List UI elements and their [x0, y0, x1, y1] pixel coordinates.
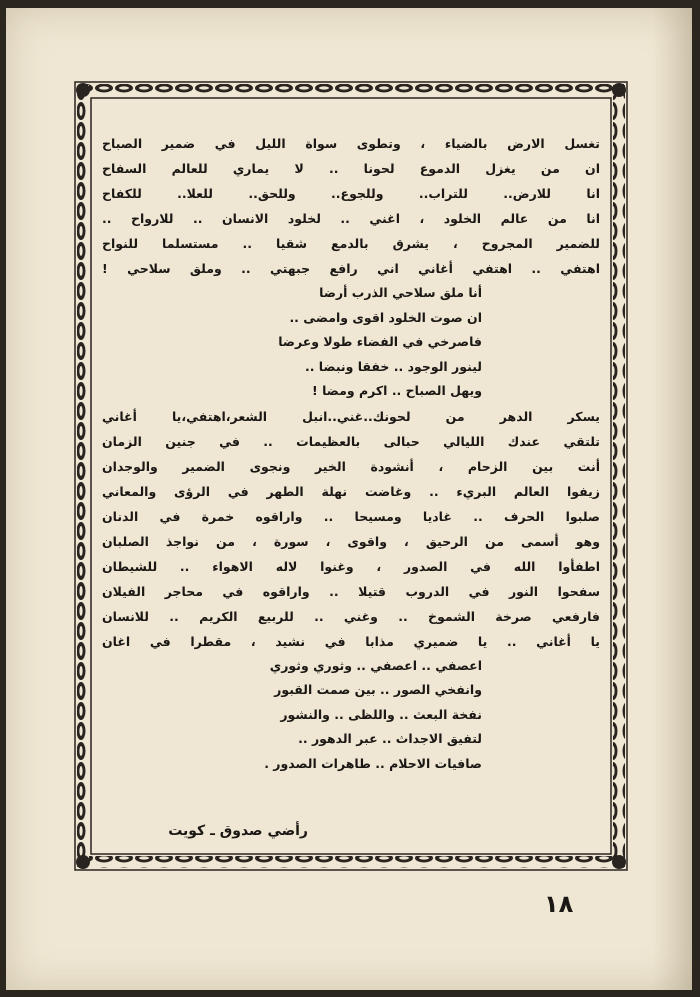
book-page: [6, 8, 692, 990]
poem-line: انا للارض.. للتراب.. وللجوع.. وللحق.. للعلا.. للكفاح: [102, 186, 600, 201]
poem-body: [102, 131, 600, 776]
poem-line: للضمير المجروح ، يشرق بالدمع شقيا .. مستسلما للنواح: [102, 236, 600, 251]
poem-verse: اعصفي .. اعصفي .. وثوري وثوري: [269, 657, 482, 673]
poem-verse: لينور الوجود .. خفقا ونبضا ..: [304, 358, 482, 374]
poem-verse: لتفيق الاجداث .. عبر الدهور ..: [298, 731, 482, 746]
poem-verse: فاصرخي في الفضاء طولا وعرضا: [278, 334, 482, 349]
poem-line: ان من يغزل الدموع لحونا .. لا يماري للعالم السفاح: [102, 161, 600, 176]
poem-line: وهو أسمى من الرحيق ، واقوى ، سورة ، من نواجذ الصلبان: [102, 533, 600, 549]
page-fold-shadow: [652, 8, 692, 990]
poem-line: سفحوا النور في الدروب قتيلا .. واراقوه في محاجر الفيلان: [102, 583, 600, 599]
poem-line: تلتقي عندك الليالي حبالى بالعظيمات .. في جنين الزمان: [102, 433, 600, 449]
page-number: ١٨: [544, 890, 574, 918]
poem-verse: أنا ملق سلاحي الذرب أرضا: [319, 285, 482, 300]
poem-line: فارفعي صرخة الشموخ .. وغني .. للربيع الكريم .. للانسان: [102, 608, 600, 624]
author-signature: رأضي صدوق ـ كويت: [168, 823, 308, 839]
poem-verse: صافيات الاحلام .. طاهرات الصدور .: [264, 755, 482, 771]
poem-line: زيفوا العالم البريء .. وغاضت نهلة الطهر في الرؤى والمعاني: [102, 483, 600, 499]
poem-verse: ويهل الصباح .. اكرم ومضا !: [312, 383, 482, 398]
poem-line: يا أغاني .. يا ضميري مذابا في نشيد ، مقطرا في اغان: [102, 633, 600, 649]
poem-line: تغسل الارض بالضياء ، وتطوى سواة الليل في ضمير الصباح: [102, 136, 600, 151]
poem-verse: نفخة البعث .. واللظى .. والنشور: [280, 706, 482, 722]
ornamental-frame: [74, 81, 628, 871]
poem-line: انا من عالم الخلود ، اغني .. لخلود الانسان .. للارواح ..: [102, 211, 600, 226]
poem-line: اهتفي .. اهتفي أغاني اني رافع جبهتي .. وملق سلاحي !: [102, 261, 600, 276]
poem-line: أنت بين الزحام ، أنشودة الخير ونجوى الضمير والوجدان: [102, 458, 600, 474]
poem-line: اطفأوا الله في الصدور ، وغنوا لاله الاهواء .. للشيطان: [102, 558, 600, 574]
poem-line: يسكر الدهر من لحونك..غني..انبل الشعر،اهتفي،يا أغاني: [102, 408, 600, 424]
poem-line: صلبوا الحرف .. غاديا ومسيحا .. واراقوه خمرة في الدنان: [102, 508, 600, 524]
poem-verse: ان صوت الخلود اقوى وامضى ..: [289, 309, 482, 325]
poem-verse: وانفخي الصور .. بين صمت القبور: [274, 682, 482, 697]
